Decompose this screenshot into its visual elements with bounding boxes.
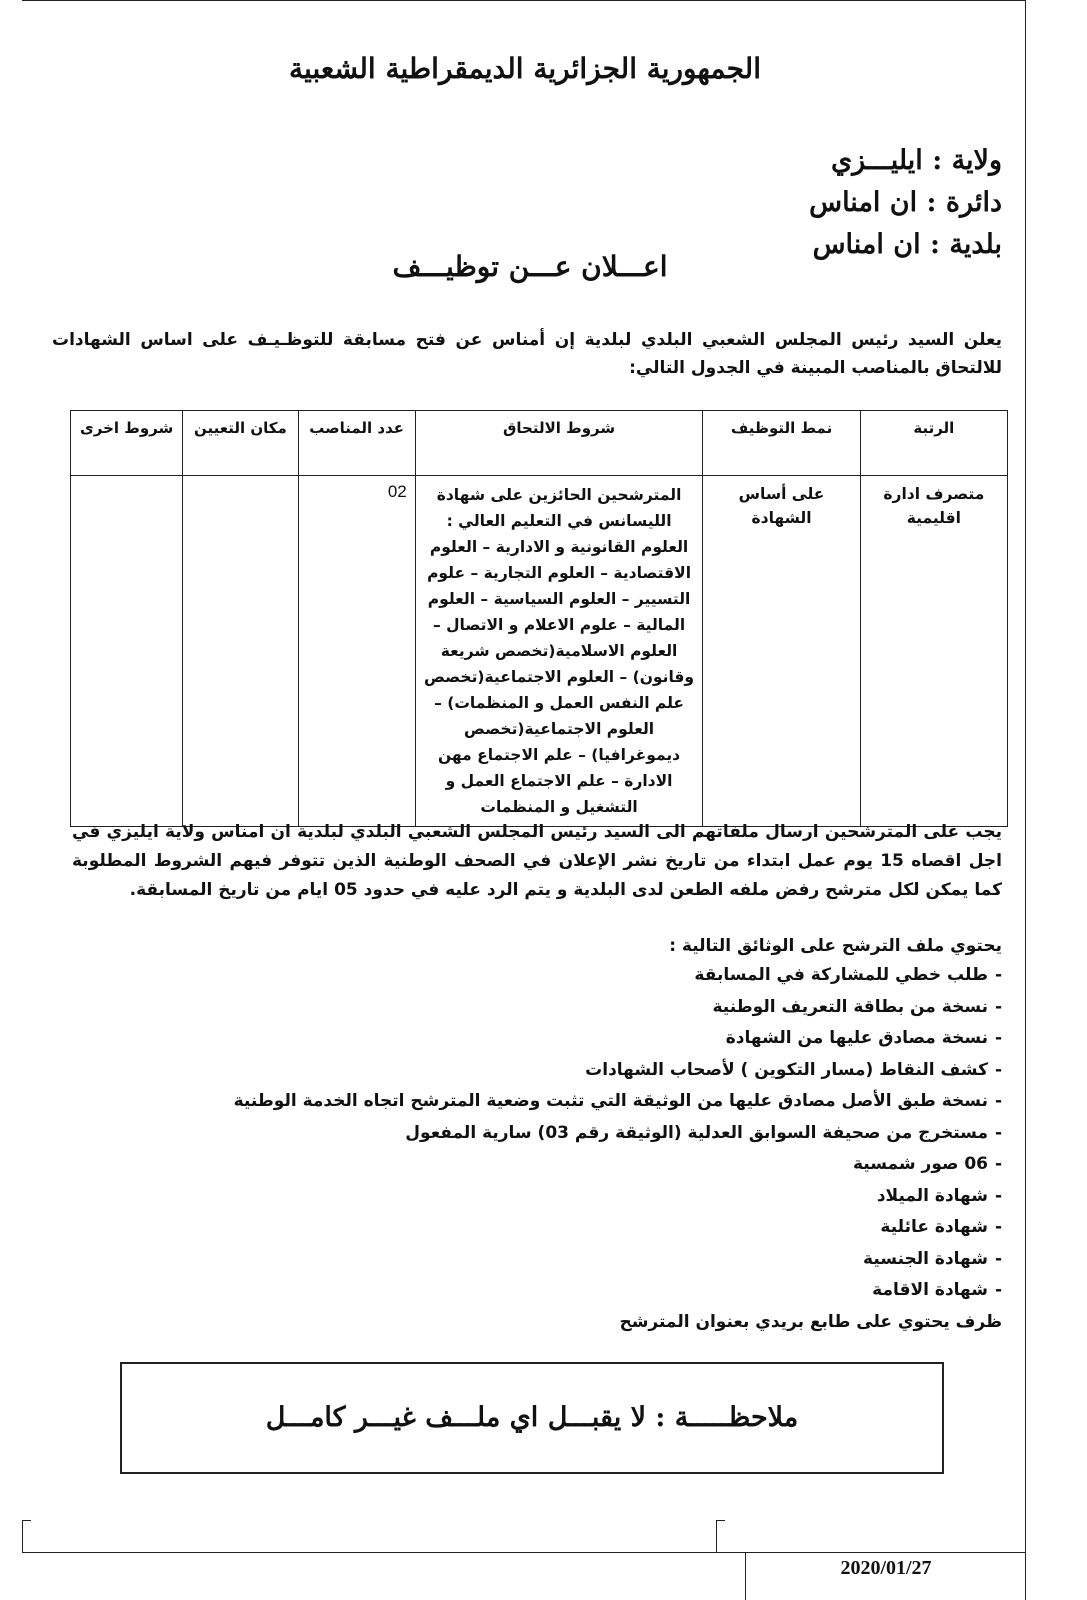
header-other: شروط اخرى [71,411,183,476]
list-item [72,992,1002,1024]
cell-rank: متصرف ادارة اقليمية [860,476,1007,827]
note-text: ملاحظـــــة : لا يقبـــل اي ملـــف غيـــر كامـــل [265,1402,799,1433]
wilaya-line: ولاية : ايليـــزي [830,145,1002,176]
list-item-text: 06 صور شمسية [852,1154,988,1174]
bullet-mark: - [994,1028,1002,1048]
required-documents [72,932,1002,1337]
list-item [72,1149,1002,1181]
cell-other [71,476,183,827]
bullet-mark: - [994,1217,1002,1237]
document-date: 2020/01/27 [745,1552,1026,1600]
list-item-text: نسخة من بطاقة التعريف الوطنية [712,996,988,1017]
table-row [71,476,1008,827]
list-item-text: نسخة مصادق عليها من الشهادة [725,1028,988,1048]
baladiya-line: بلدية : ان امناس [812,229,1002,260]
submission-instructions [72,818,1002,905]
note-box [120,1362,944,1474]
header-count: عدد المناصب [298,411,415,476]
footer-corner-left [22,1520,31,1553]
list-item [72,1181,1002,1213]
list-item-text: شهادة الاقامة [872,1280,988,1300]
daira-line: دائرة : ان امناس [809,187,1002,218]
country-title: الجمهورية الجزائرية الديمقراطية الشعبية [288,52,761,85]
list-item-text: نسخة طبق الأصل مصادق عليها من الوثيقة التي تثبت وضعية المترشح اتجاه الخدمة الوطنية [233,1091,988,1111]
bullet-mark: - [994,1280,1002,1300]
bullet-mark: - [994,965,1002,985]
list-item-text: شهادة عائلية [880,1217,988,1237]
administrative-header [809,140,1002,266]
header-mode: نمط التوظيف [703,411,860,476]
cell-place [183,476,298,827]
bullet-mark: - [994,1059,1002,1080]
intro-paragraph: يعلن السيد رئيس المجلس الشعبي البلدي لبلدية إن أمناس عن فتح مسابقة للتوظـيـف على اساس الشهادات للالتحاق بالمناصب المبينة في الجدول التالي: [52,330,1002,378]
bullet-mark: - [994,996,1002,1017]
bullet-mark: - [994,1248,1002,1269]
documents-heading: يحتوي ملف الترشح على الوثائق التالية : [669,936,1002,956]
bullet-mark: - [994,1091,1002,1111]
list-item [72,1118,1002,1150]
list-item-text: شهادة الميلاد [876,1185,988,1206]
list-item-text: طلب خطي للمشاركة في المسابقة [694,965,988,985]
bullet-mark: - [994,1185,1002,1206]
footer-corner-mid [716,1520,725,1553]
bullet-mark: - [994,1122,1002,1143]
header-conditions: شروط الالتحاق [415,411,703,476]
list-item [72,1023,1002,1055]
list-item [72,1086,1002,1118]
list-item-text: شهادة الجنسية [863,1248,988,1269]
announcement-title: اعـــلان عـــن توظيـــف [392,250,668,283]
list-item-text: مستخرج من صحيفة السوابق العدلية (الوثيقة رقم 03) سارية المفعول [405,1122,988,1143]
list-item [72,1244,1002,1276]
header-rank: الرتبة [860,411,1007,476]
cell-mode: على أساس الشهادة [703,476,860,827]
list-item [72,960,1002,992]
list-item-text: كشف النقاط (مسار التكوين ) لأصحاب الشهادات [585,1059,988,1080]
jobs-table [70,410,1008,827]
cell-count: 02 [298,476,415,827]
header-place: مكان التعيين [183,411,298,476]
documents-last-item: ظرف يحتوي على طابع بريدي بعنوان المترشح [619,1311,1002,1332]
list-item [72,1275,1002,1307]
table-header-row [71,411,1008,476]
cell-conditions: المترشحين الحائزين على شهادة الليسانس في التعليم العالي : العلوم القانونية و الادارية – العلوم الاقتصادية – العلوم التجارية – علوم التسيير – العلوم السياسية – العلوم المالية – علوم الاعلام و الاتصال – العلوم الاسلامية(تخصص شريعة وقانون) – العلوم الاجتماعية(تخصص علم النفس العمل و المنظمات) – العلوم الاجتماعية(تخصص ديموغرافيا) – علم الاجتماع مهن الادارة – علم الاجتماع العمل و التشغيل و المنظمات [415,476,703,827]
bullet-mark: - [994,1154,1002,1174]
list-item [72,1212,1002,1244]
list-item [72,1055,1002,1087]
documents-list [72,960,1002,1307]
submission-paragraph: يجب على المترشحين ارسال ملفاتهم الى السيد رئيس المجلس الشعبي البلدي لبلدية ان امناس ولاية ايليزي في اجل اقصاه 15 يوم عمل ابتداء من تاريخ نشر الإعلان في الصحف الوطنية الذين تتوفر فيهم الشروط المطلوبة كما يمكن لكل مترشح رفض ملفه الطعن لدى البلدية و يتم الرد عليه في حدود 05 ايام من تاريخ المسابقة. [72,822,1003,900]
